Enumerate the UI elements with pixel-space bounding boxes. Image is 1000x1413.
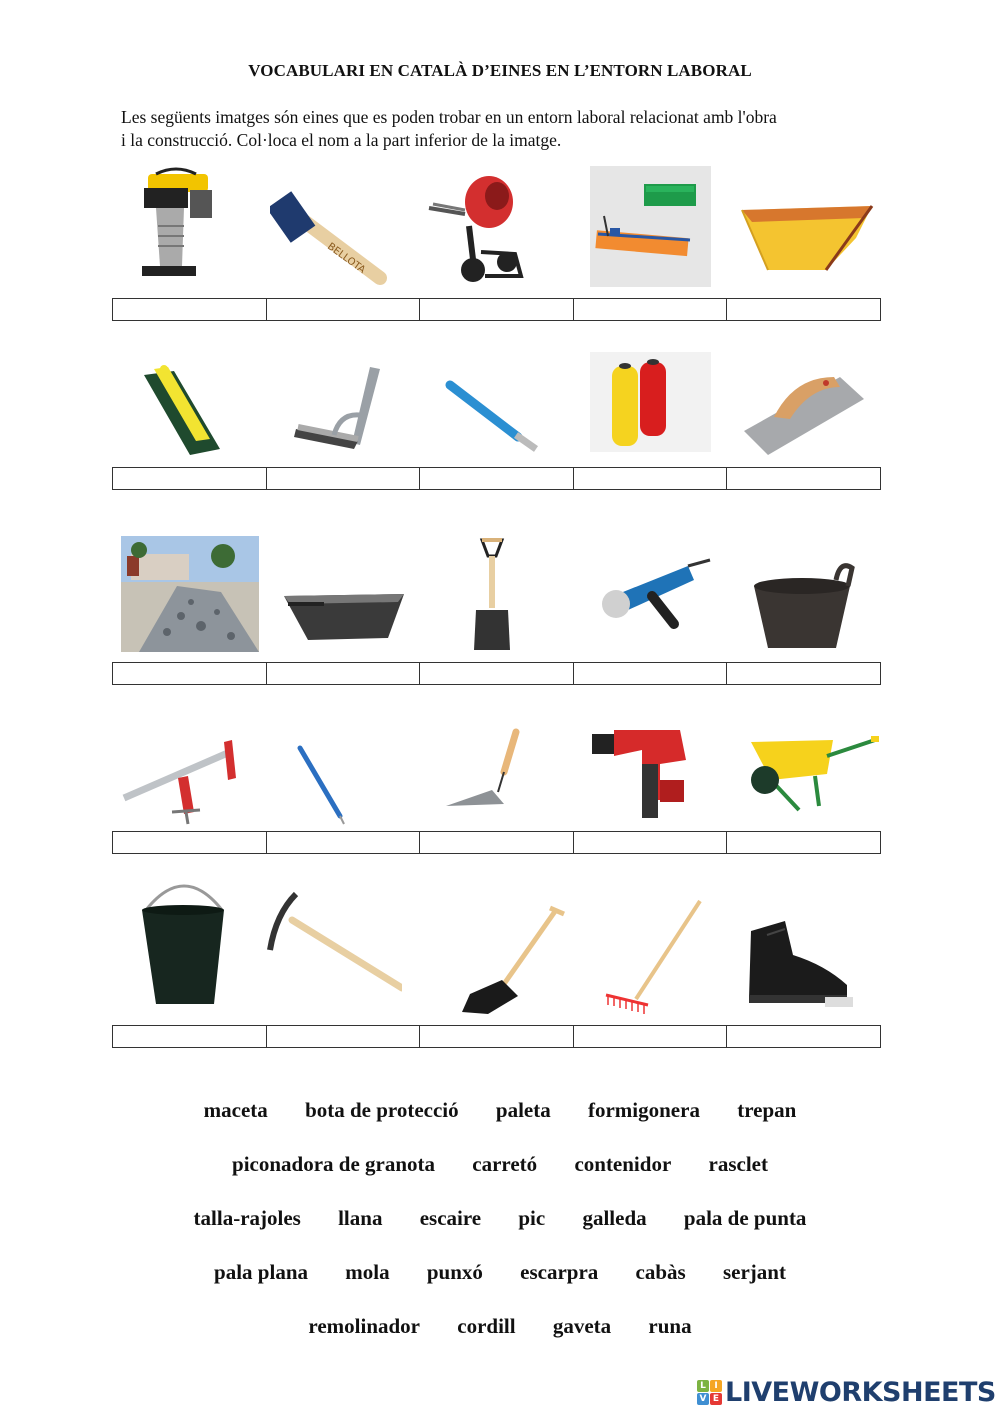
mortar-tub-icon: [278, 540, 418, 660]
answer-field-bota[interactable]: [727, 1026, 880, 1047]
answer-field-pala-plana[interactable]: [420, 663, 574, 684]
word-chip[interactable]: runa: [648, 1314, 692, 1338]
liveworksheets-logo[interactable]: [697, 1377, 996, 1408]
answer-field-remolinador[interactable]: [113, 468, 267, 489]
pointing-trowel-icon: [432, 720, 572, 840]
answer-field-escaire[interactable]: [267, 468, 421, 489]
float-icon: [120, 345, 260, 465]
answer-field-escarpra[interactable]: [420, 468, 574, 489]
answer-field-mola[interactable]: [574, 663, 728, 684]
answer-field-formigonera[interactable]: [420, 299, 574, 320]
word-chip[interactable]: cordill: [457, 1314, 516, 1338]
answer-field-paleta[interactable]: [420, 832, 574, 853]
word-chip[interactable]: escaire: [419, 1206, 482, 1230]
brand-name: LIVEWORKSHEETS: [725, 1377, 996, 1408]
instructions-line-1: Les següents imatges són eines que es poden trobar en un entorn laboral relacionat amb l'obra: [121, 107, 777, 127]
word-chip[interactable]: carretó: [472, 1152, 538, 1176]
word-chip[interactable]: paleta: [495, 1098, 551, 1122]
sledgehammer-icon: [270, 166, 410, 286]
answer-field-cabas[interactable]: [727, 663, 880, 684]
word-chip[interactable]: pic: [518, 1206, 546, 1230]
pointed-shovel-icon: [432, 900, 572, 1020]
answer-field-trepan[interactable]: [574, 832, 728, 853]
answer-field-maceta[interactable]: [267, 299, 421, 320]
answer-row-3: [112, 662, 881, 685]
answer-field-piconadora[interactable]: [113, 299, 267, 320]
cement-mixer-icon: [425, 166, 565, 286]
tamping-rammer-icon: [120, 166, 260, 286]
word-chip[interactable]: escarpra: [520, 1260, 599, 1284]
rubble-pile-icon: [121, 536, 259, 652]
answer-field-punxo[interactable]: [267, 832, 421, 853]
chisel-icon: [432, 345, 572, 465]
word-chip[interactable]: remolinador: [308, 1314, 420, 1338]
square-ruler-icon: [278, 345, 418, 465]
flat-shovel-icon: [432, 536, 572, 656]
answer-row-1: [112, 298, 881, 321]
word-bank-line-1: [0, 1098, 1000, 1123]
word-bank-line-3: [0, 1206, 1000, 1231]
word-chip[interactable]: galleda: [582, 1206, 647, 1230]
word-chip[interactable]: piconadora de granota: [232, 1152, 436, 1176]
answer-field-pic[interactable]: [267, 1026, 421, 1047]
word-chip[interactable]: rasclet: [708, 1152, 768, 1176]
answer-field-galleda[interactable]: [113, 1026, 267, 1047]
word-chip[interactable]: serjant: [722, 1260, 786, 1284]
answer-row-4: [112, 831, 881, 854]
string-spools-icon: [590, 352, 711, 452]
word-chip[interactable]: cabàs: [635, 1260, 686, 1284]
rake-icon: [592, 895, 732, 1015]
answer-field-contenidor[interactable]: [727, 299, 880, 320]
skip-container-icon: [738, 166, 878, 286]
answer-field-carreto[interactable]: [727, 832, 880, 853]
word-chip[interactable]: maceta: [203, 1098, 268, 1122]
pickaxe-icon: [262, 890, 402, 1010]
word-bank-line-4: [0, 1260, 1000, 1285]
instructions: [121, 106, 901, 152]
answer-field-pala-de-punta[interactable]: [420, 1026, 574, 1047]
word-chip[interactable]: punxó: [426, 1260, 483, 1284]
word-chip[interactable]: formigonera: [587, 1098, 700, 1122]
clamp-icon: [120, 720, 260, 840]
instructions-line-2: i la construcció. Col·loca el nom a la part inferior de la imatge.: [121, 130, 562, 150]
angle-grinder-icon: [598, 552, 738, 672]
punch-icon: [270, 720, 410, 840]
rubber-basket-icon: [748, 552, 888, 672]
wheelbarrow-icon: [745, 722, 885, 842]
word-chip[interactable]: bota de protecció: [305, 1098, 459, 1122]
answer-field-talla-rajoles[interactable]: [574, 299, 728, 320]
answer-field-cordill[interactable]: [574, 468, 728, 489]
word-bank-line-2: [0, 1152, 1000, 1177]
answer-field-serjant[interactable]: [113, 832, 267, 853]
tile-cutter-icon: [590, 166, 711, 287]
answer-row-5: [112, 1025, 881, 1048]
word-chip[interactable]: trepan: [737, 1098, 797, 1122]
word-chip[interactable]: contenidor: [574, 1152, 672, 1176]
safety-boot-icon: [745, 915, 855, 1007]
answer-field-gaveta[interactable]: [267, 663, 421, 684]
word-chip[interactable]: pala plana: [214, 1260, 309, 1284]
page-title: VOCABULARI EN CATALÀ D’EINES EN L’ENTORN LABORAL: [248, 61, 752, 80]
word-chip[interactable]: talla-rajoles: [193, 1206, 301, 1230]
answer-field-llana[interactable]: [727, 468, 880, 489]
answer-field-rasclet[interactable]: [574, 1026, 728, 1047]
word-chip[interactable]: llana: [338, 1206, 383, 1230]
bucket-icon: [122, 880, 262, 1010]
word-chip[interactable]: mola: [345, 1260, 390, 1284]
answer-field-runa[interactable]: [113, 663, 267, 684]
drill-icon: [590, 720, 730, 840]
plastering-trowel-icon: [738, 345, 878, 465]
answer-row-2: [112, 467, 881, 490]
word-chip[interactable]: gaveta: [552, 1314, 612, 1338]
svg-text:BELLOTA: BELLOTA: [325, 241, 368, 276]
word-bank-line-5: [0, 1314, 1000, 1339]
word-chip[interactable]: pala de punta: [683, 1206, 807, 1230]
live-blocks-icon: L I V E: [697, 1380, 722, 1405]
